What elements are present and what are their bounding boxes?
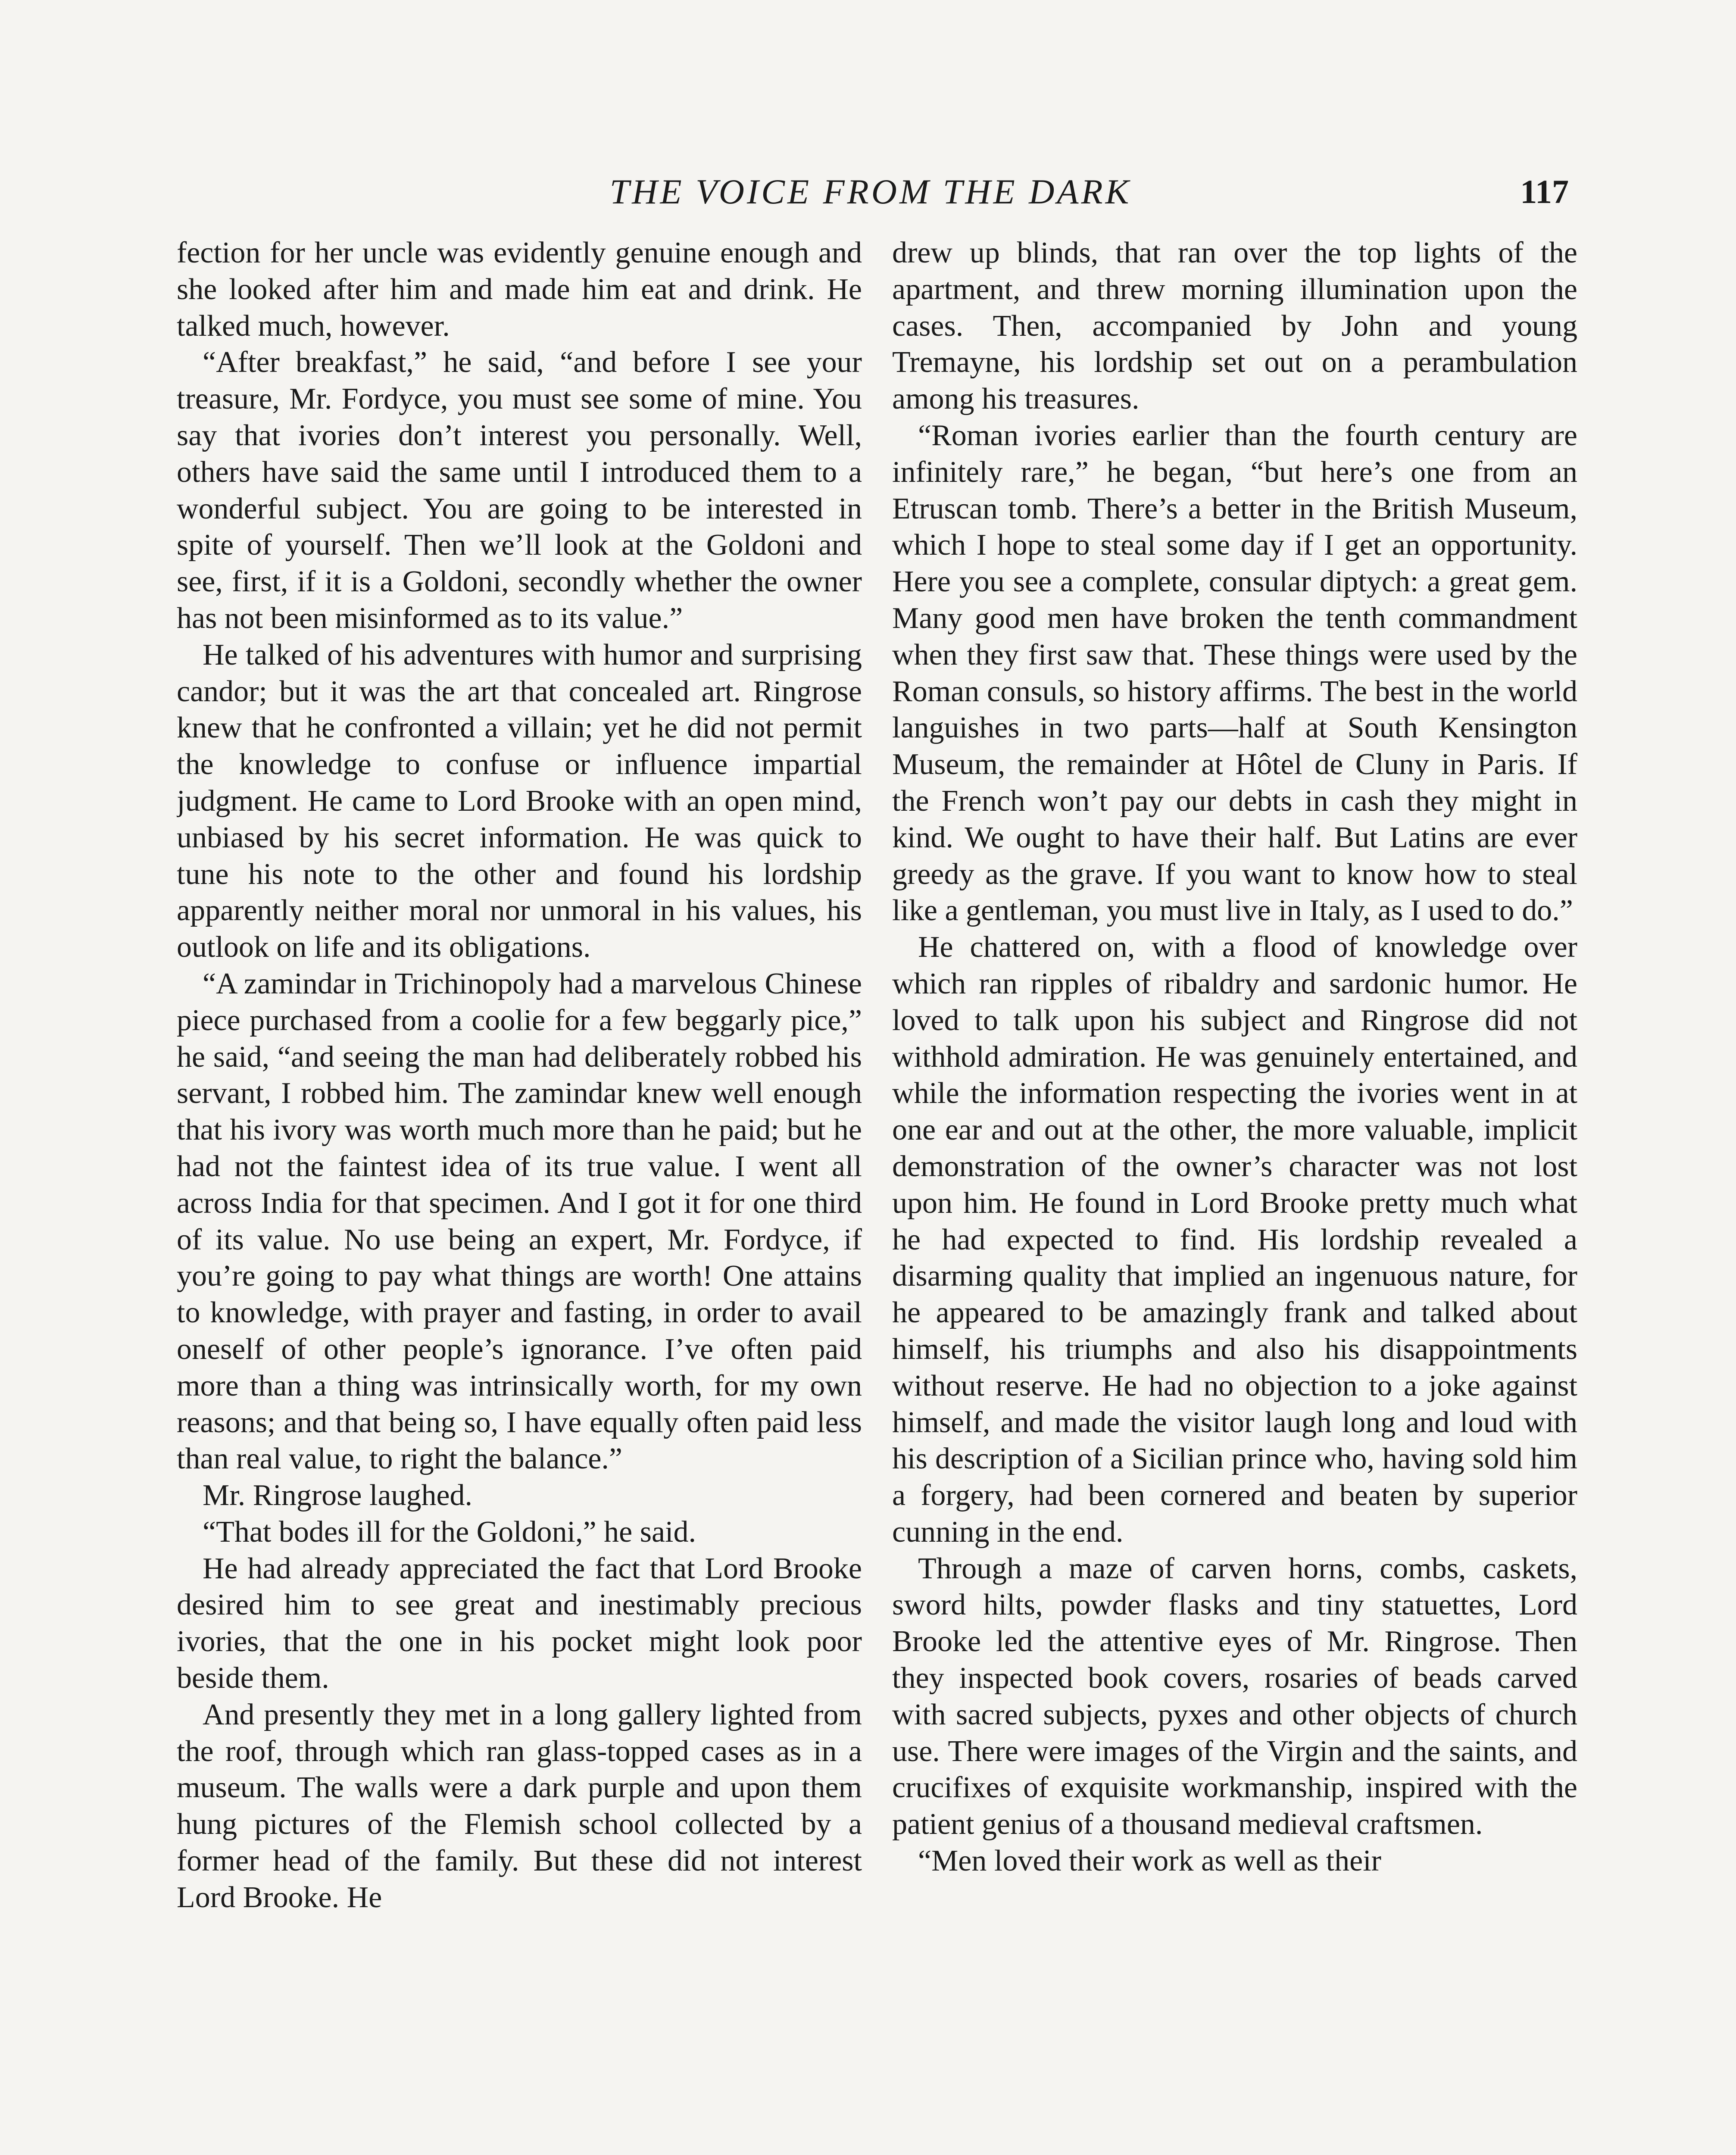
paragraph: He had already appreciated the fact that Lord Brooke desired him to see great and inestimably precious ivories, that the one in his pocket might look poor beside them. (177, 1552, 862, 1695)
paragraph: drew up blinds, that ran over the top lights of the apartment, and threw morning illumination upon the cases. Then, accompanied by John and young Tremayne, his lordship set out on a perambulation among his treasures. (892, 236, 1577, 416)
paragraph: He talked of his adventures with humor and surprising candor; but it was the art that concealed art. Ringrose knew that he confronted a villain; yet he did not permit the knowledge to confuse or influence impartial judgment. He came to Lord Brooke with an open mind, unbiased by his secret information. He was quick to tune his note to the other and found his lordship apparently neither moral nor unmoral in his values, his outlook on life and its obligations. (177, 638, 862, 964)
running-head (172, 168, 1569, 216)
left-column (177, 235, 862, 2155)
running-title: THE VOICE FROM THE DARK (609, 172, 1132, 211)
paragraph: And presently they met in a long gallery lighted from the roof, through which ran glass-topped cases as in a museum. The walls were a dark purple and upon them hung pictures of the Flemish school collected by a former head of the family. But these did not interest Lord Brooke. He (177, 1698, 862, 1914)
page-number: 117 (1520, 173, 1569, 210)
paragraph: “A zamindar in Trichinopoly had a marvelous Chinese piece purchased from a coolie for a few beggarly pice,” he said, “and seeing the man had deliberately robbed his servant, I robbed him. The zamindar knew well enough that his ivory was worth much more than he paid; but he had not the faintest idea of its true value. I went all across India for that specimen. And I got it for one third of its value. No use being an expert, Mr. Fordyce, if you’re going to pay what things are worth! One attains to knowledge, with prayer and fasting, in order to avail oneself of other people’s ignorance. I’ve often paid more than a thing was intrinsically worth, for my own reasons; and that being so, I have equally often paid less than real value, to right the balance.” (177, 967, 862, 1476)
paragraph: “After breakfast,” he said, “and before I see your treasure, Mr. Fordyce, you must see some of mine. You say that ivories don’t interest you personally. Well, others have said the same until I introduced them to a wonderful subject. You are going to be interested in spite of yourself. Then we’ll look at the Goldoni and see, first, if it is a Goldoni, secondly whether the owner has not been misinformed as to its value.” (177, 346, 862, 635)
right-column (892, 235, 1577, 2155)
paragraph: fection for her uncle was evidently genuine enough and she looked after him and made him eat and drink. He talked much, however. (177, 236, 862, 343)
paragraph: “That bodes ill for the Goldoni,” he said. (203, 1515, 696, 1549)
paragraph: “Men loved their work as well as their (918, 1844, 1381, 1878)
paragraph: Through a maze of carven horns, combs, caskets, sword hilts, powder flasks and tiny statuettes, Lord Brooke led the attentive eyes of Mr. Ringrose. Then they inspected book covers, rosaries of beads carved with sacred subjects, pyxes and other objects of church use. There were images of the Virgin and the saints, and crucifixes of exquisite workmanship, inspired with the patient genius of a thousand medieval craftsmen. (892, 1552, 1577, 1841)
paragraph: Mr. Ringrose laughed. (203, 1479, 473, 1512)
paragraph: “Roman ivories earlier than the fourth century are infinitely rare,” he began, “but here’s one from an Etruscan tomb. There’s a better in the British Museum, which I hope to steal some day if I get an opportunity. Here you see a complete, consular diptych: a great gem. Many good men have broken the tenth commandment when they first saw that. These things were used by the Roman consuls, so history affirms. The best in the world languishes in two parts—half at South Kensington Museum, the remainder at Hôtel de Cluny in Paris. If the French won’t pay our debts in cash they might in kind. We ought to have their half. But Latins are ever greedy as the grave. If you want to know how to steal like a gentleman, you must live in Italy, as I used to do.” (892, 419, 1577, 928)
paragraph: He chattered on, with a flood of knowledge over which ran ripples of ribaldry and sardonic humor. He loved to talk upon his subject and Ringrose did not withhold admiration. He was genuinely entertained, and while the information respecting the ivories went in at one ear and out at the other, the more valuable, implicit demonstration of the owner’s character was not lost upon him. He found in Lord Brooke pretty much what he had expected to find. His lordship revealed a disarming quality that implied an ingenuous nature, for he appeared to be amazingly frank and talked about himself, his triumphs and also his disappointments without reserve. He had no objection to a joke against himself, and made the visitor laugh long and loud with his description of a Sicilian prince who, having sold him a forgery, had been cornered and beaten by superior cunning in the end. (892, 931, 1577, 1549)
